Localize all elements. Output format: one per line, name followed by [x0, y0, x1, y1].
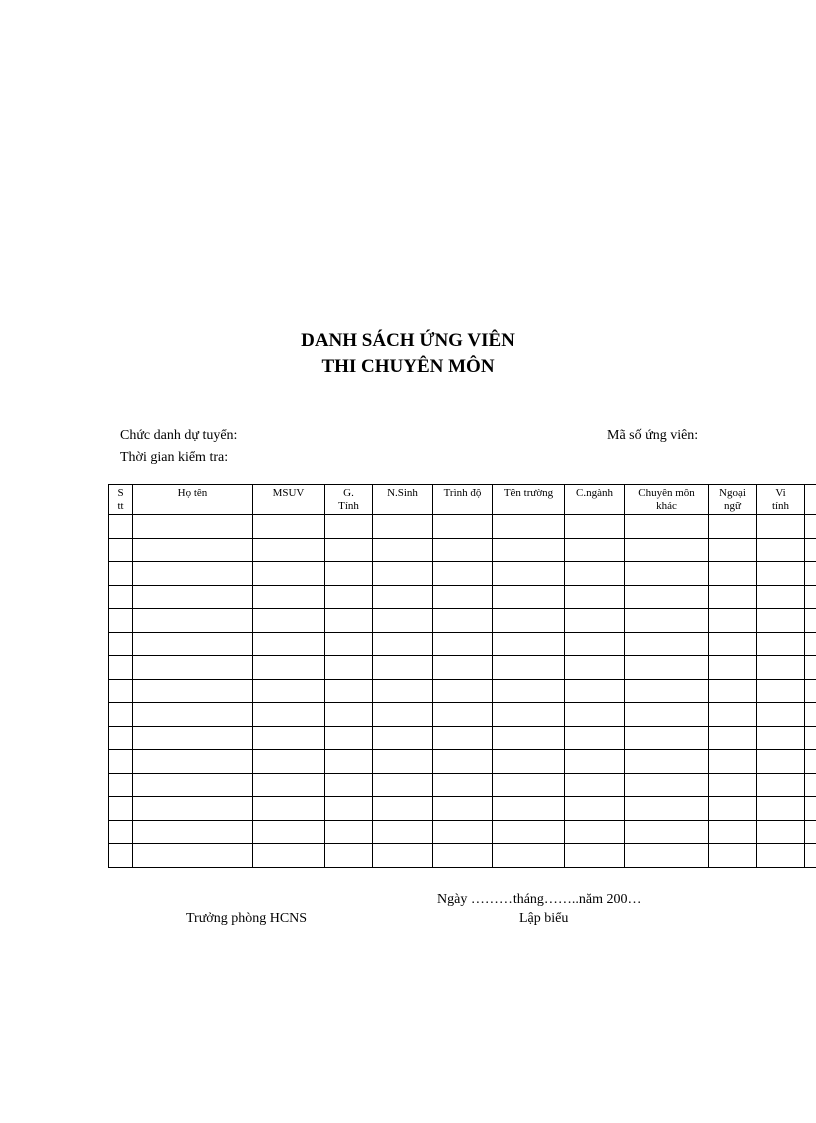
table-cell — [757, 774, 805, 798]
table-cell — [709, 844, 757, 868]
table-cell — [433, 656, 493, 680]
table-cell — [709, 539, 757, 563]
table-cell — [709, 774, 757, 798]
table-cell — [433, 586, 493, 610]
table-cell — [493, 586, 565, 610]
table-cell — [253, 515, 325, 539]
table-cell — [493, 656, 565, 680]
table-cell — [565, 844, 625, 868]
table-cell — [757, 727, 805, 751]
table-cell — [805, 774, 816, 798]
table-cell — [373, 609, 433, 633]
table-cell — [709, 633, 757, 657]
table-cell — [325, 515, 373, 539]
table-cell — [565, 703, 625, 727]
table-cell — [757, 797, 805, 821]
table-cell — [109, 633, 133, 657]
table-cell — [805, 821, 816, 845]
table-cell — [133, 703, 253, 727]
table-cell — [133, 539, 253, 563]
table-cell — [757, 821, 805, 845]
table-cell — [433, 821, 493, 845]
table-cell — [433, 727, 493, 751]
table-cell — [757, 515, 805, 539]
header-other-specialty: Chuyên môn khác — [625, 485, 709, 515]
table-cell — [757, 680, 805, 704]
table-cell — [109, 750, 133, 774]
table-cell — [709, 515, 757, 539]
table-cell — [325, 609, 373, 633]
table-cell — [253, 680, 325, 704]
table-cell — [625, 609, 709, 633]
table-cell — [805, 727, 816, 751]
table-cell — [493, 539, 565, 563]
table-cell — [493, 562, 565, 586]
table-cell — [253, 727, 325, 751]
table-cell — [133, 727, 253, 751]
table-cell — [805, 797, 816, 821]
table-cell — [325, 774, 373, 798]
table-cell — [625, 586, 709, 610]
table-cell — [565, 750, 625, 774]
table-cell — [493, 821, 565, 845]
table-cell — [109, 586, 133, 610]
header-major: C.ngành — [565, 485, 625, 515]
table-cell — [805, 515, 816, 539]
table-cell — [709, 609, 757, 633]
table-cell — [373, 562, 433, 586]
table-cell — [805, 656, 816, 680]
table-cell — [709, 656, 757, 680]
table-cell — [805, 703, 816, 727]
table-cell — [565, 633, 625, 657]
table-cell — [709, 680, 757, 704]
table-cell — [805, 586, 816, 610]
document-title-line1: DANH SÁCH ỨNG VIÊN — [301, 330, 515, 351]
table-cell — [709, 821, 757, 845]
table-cell — [709, 586, 757, 610]
table-cell — [109, 562, 133, 586]
table-cell — [325, 562, 373, 586]
table-cell — [373, 515, 433, 539]
table-cell — [133, 774, 253, 798]
signer-preparer: Lập biểu — [519, 911, 569, 926]
table-cell — [805, 844, 816, 868]
table-cell — [757, 656, 805, 680]
table-cell — [805, 750, 816, 774]
table-cell — [253, 750, 325, 774]
table-cell — [625, 703, 709, 727]
table-cell — [757, 586, 805, 610]
table-cell — [433, 539, 493, 563]
table-cell — [625, 821, 709, 845]
table-cell — [325, 539, 373, 563]
table-cell — [805, 633, 816, 657]
table-cell — [757, 750, 805, 774]
table-cell — [565, 727, 625, 751]
table-cell — [133, 844, 253, 868]
table-cell — [493, 844, 565, 868]
table-cell — [625, 515, 709, 539]
table-cell — [625, 727, 709, 751]
table-cell — [433, 703, 493, 727]
table-cell — [625, 844, 709, 868]
table-cell — [493, 797, 565, 821]
table-cell — [493, 680, 565, 704]
table-cell — [805, 539, 816, 563]
table-cell — [373, 821, 433, 845]
table-cell — [133, 633, 253, 657]
table-cell — [133, 586, 253, 610]
table-cell — [493, 727, 565, 751]
table-cell — [109, 656, 133, 680]
header-computer-skills: Vi tính — [757, 485, 805, 515]
table-cell — [253, 703, 325, 727]
table-cell — [709, 797, 757, 821]
table-cell — [373, 844, 433, 868]
header-education-level: Trình độ — [433, 485, 493, 515]
header-school-name: Tên trường — [493, 485, 565, 515]
exam-time-label: Thời gian kiểm tra: — [120, 450, 229, 465]
table-cell — [325, 656, 373, 680]
header-gender: G. Tính — [325, 485, 373, 515]
table-cell — [805, 680, 816, 704]
table-cell — [625, 774, 709, 798]
table-cell — [433, 750, 493, 774]
table-cell — [253, 609, 325, 633]
table-cell — [325, 750, 373, 774]
table-cell — [709, 727, 757, 751]
table-cell — [625, 797, 709, 821]
table-cell — [493, 774, 565, 798]
table-cell — [433, 515, 493, 539]
table-cell — [253, 539, 325, 563]
table-cell — [493, 703, 565, 727]
header-msuv: MSUV — [253, 485, 325, 515]
table-cell — [433, 797, 493, 821]
table-cell — [133, 750, 253, 774]
table-cell — [625, 656, 709, 680]
table-cell — [757, 539, 805, 563]
table-cell — [325, 727, 373, 751]
table-cell — [253, 656, 325, 680]
table-cell — [253, 774, 325, 798]
table-cell — [433, 680, 493, 704]
table-cell — [757, 562, 805, 586]
table-cell — [373, 633, 433, 657]
table-cell — [253, 633, 325, 657]
table-cell — [493, 750, 565, 774]
table-cell — [709, 562, 757, 586]
document-title-line2: THI CHUYÊN MÔN — [321, 356, 495, 377]
table-cell — [133, 797, 253, 821]
table-cell — [433, 562, 493, 586]
header-full-name: Họ tên — [133, 485, 253, 515]
header-birth-year: N.Sinh — [373, 485, 433, 515]
table-cell — [373, 703, 433, 727]
table-cell — [757, 703, 805, 727]
table-cell — [625, 750, 709, 774]
table-cell — [133, 821, 253, 845]
table-cell — [133, 609, 253, 633]
table-cell — [109, 539, 133, 563]
table-cell — [253, 844, 325, 868]
table-cell — [433, 774, 493, 798]
table-cell — [373, 774, 433, 798]
table-cell — [565, 821, 625, 845]
table-cell — [109, 774, 133, 798]
table-cell — [325, 844, 373, 868]
signer-hr-head: Trưởng phòng HCNS — [186, 911, 308, 926]
table-cell — [253, 562, 325, 586]
table-cell — [373, 656, 433, 680]
table-cell — [373, 750, 433, 774]
table-cell — [109, 844, 133, 868]
table-cell — [325, 586, 373, 610]
table-cell — [133, 680, 253, 704]
table-cell — [109, 703, 133, 727]
position-label: Chức danh dự tuyển: — [120, 428, 238, 443]
table-cell — [325, 633, 373, 657]
date-line: Ngày ………tháng……..năm 200… — [437, 892, 642, 907]
table-cell — [625, 680, 709, 704]
candidate-code-label: Mã số ứng viên: — [607, 428, 699, 443]
table-cell — [805, 609, 816, 633]
table-cell — [373, 727, 433, 751]
table-cell — [757, 633, 805, 657]
table-cell — [565, 797, 625, 821]
table-cell — [433, 609, 493, 633]
table-cell — [325, 703, 373, 727]
table-cell — [133, 562, 253, 586]
table-cell — [109, 680, 133, 704]
table-cell — [325, 680, 373, 704]
table-cell — [433, 844, 493, 868]
header-stt: S tt — [109, 485, 133, 515]
table-cell — [565, 562, 625, 586]
table-cell — [493, 609, 565, 633]
table-cell — [493, 633, 565, 657]
table-cell — [109, 515, 133, 539]
table-cell — [373, 797, 433, 821]
table-cell — [325, 821, 373, 845]
table-cell — [805, 562, 816, 586]
table-cell — [373, 586, 433, 610]
table-cell — [565, 680, 625, 704]
table-cell — [757, 609, 805, 633]
table-cell — [133, 656, 253, 680]
table-cell — [109, 821, 133, 845]
table-cell — [373, 680, 433, 704]
table-cell — [133, 515, 253, 539]
table-cell — [253, 797, 325, 821]
table-cell — [253, 586, 325, 610]
table-cell — [709, 703, 757, 727]
table-cell — [625, 562, 709, 586]
table-cell — [565, 774, 625, 798]
table-cell — [565, 656, 625, 680]
table-cell — [253, 821, 325, 845]
table-cell — [325, 797, 373, 821]
table-cell — [565, 515, 625, 539]
table-cell — [757, 844, 805, 868]
table-cell — [625, 539, 709, 563]
table-cell — [565, 539, 625, 563]
table-cell — [109, 609, 133, 633]
table-cell — [109, 727, 133, 751]
table-cell — [493, 515, 565, 539]
candidate-table — [108, 484, 816, 868]
header-foreign-language: Ngoại ngữ — [709, 485, 757, 515]
table-cell — [565, 586, 625, 610]
table-cell — [565, 609, 625, 633]
header-extra — [805, 485, 816, 515]
table-cell — [373, 539, 433, 563]
table-cell — [109, 797, 133, 821]
table-cell — [625, 633, 709, 657]
table-cell — [433, 633, 493, 657]
table-cell — [709, 750, 757, 774]
